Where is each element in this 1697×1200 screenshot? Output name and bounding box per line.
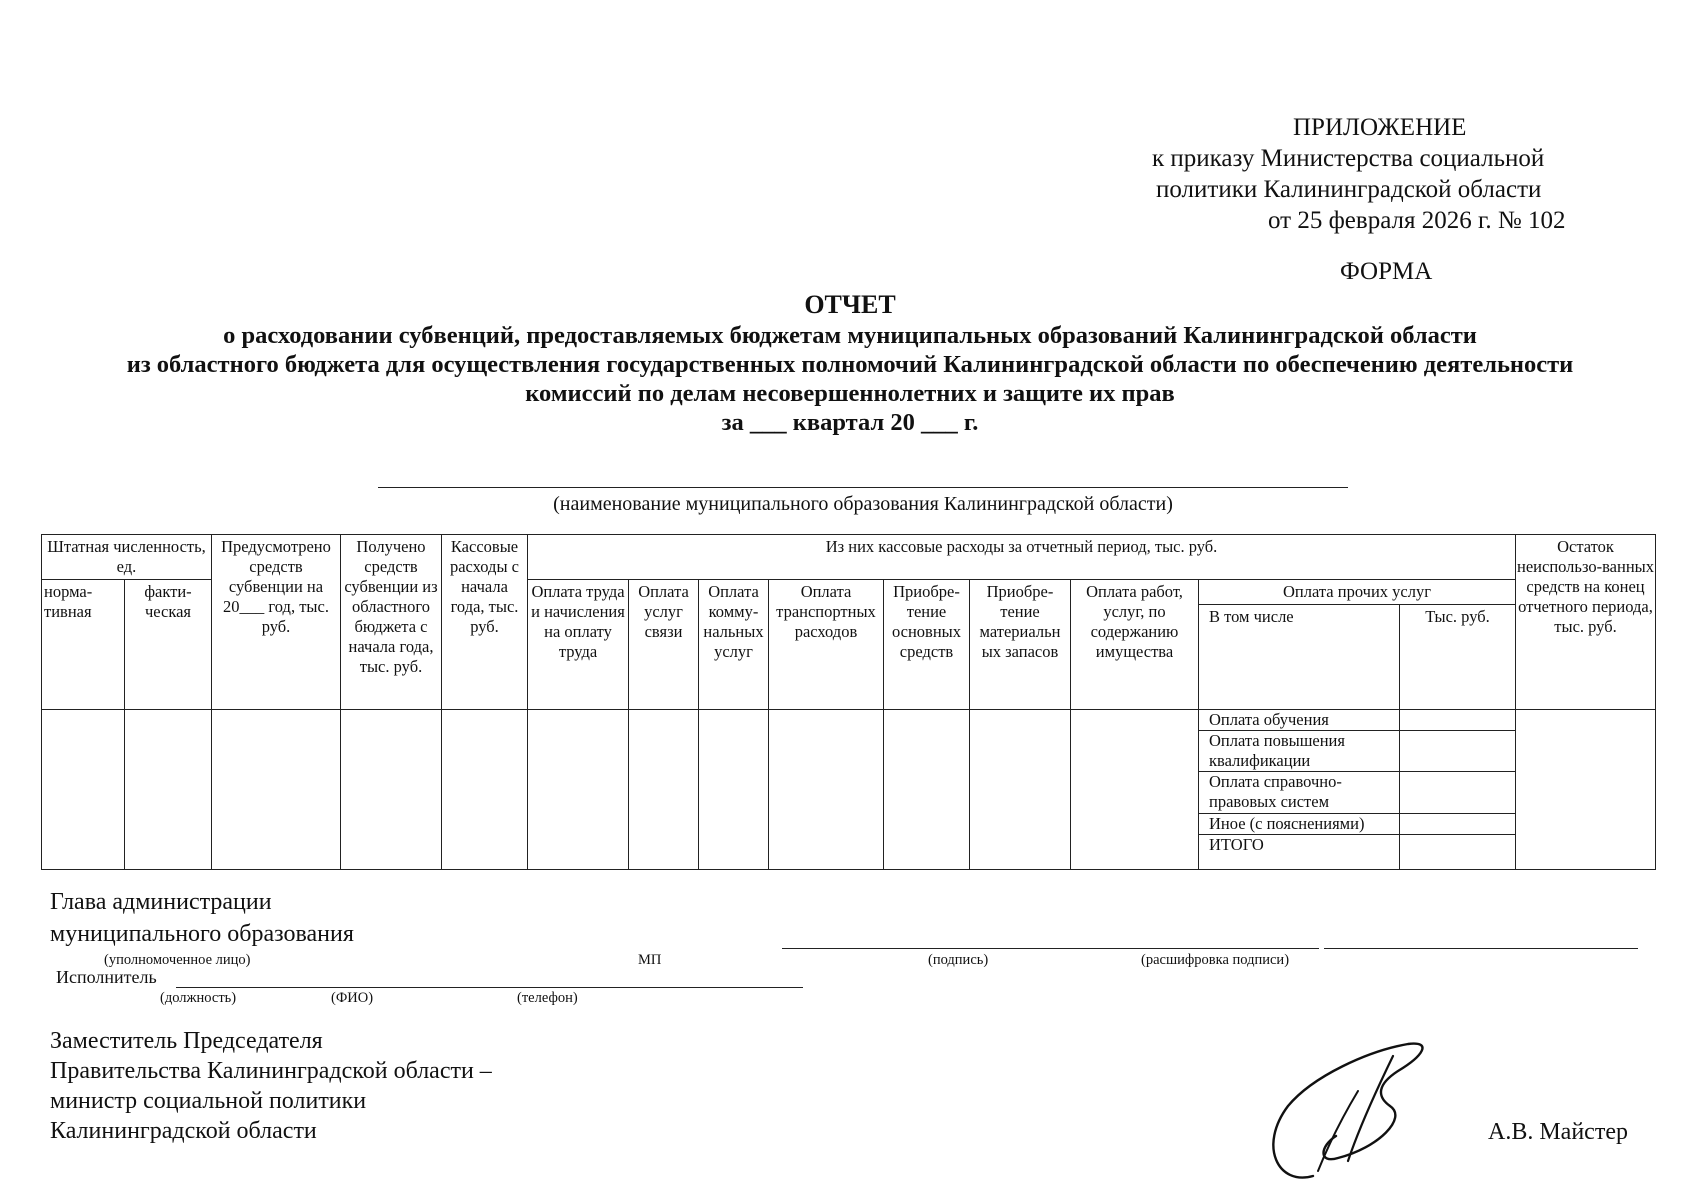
header-planned: Предусмотрено средств субвенции на 20___ год, тыс. руб.: [212, 535, 341, 710]
executor-label: Исполнитель: [56, 967, 157, 987]
signature-line: [782, 948, 1319, 949]
header-staff-normative: норма-тивная: [42, 580, 125, 710]
header-staff-actual: факти-ческая: [125, 580, 212, 710]
row-label-total: ИТОГО: [1199, 834, 1400, 869]
executor-line: [176, 987, 803, 988]
municipality-caption: (наименование муниципального образования Калининградской области): [553, 493, 1173, 515]
report-subtitle-3: комиссий по делам несовершеннолетних и защите их прав: [525, 380, 1175, 407]
row-label-training: Оплата обучения: [1199, 710, 1400, 731]
data-cell: [125, 710, 212, 870]
header-fixed-assets: Приобре-тение основных средств: [884, 580, 970, 710]
header-other-services: Оплата прочих услуг: [1199, 580, 1516, 605]
data-cell: [629, 710, 699, 870]
header-cash-expenses: Кассовые расходы с начала года, тыс. руб.: [442, 535, 528, 710]
data-cell: [1071, 710, 1199, 870]
data-cell: [970, 710, 1071, 870]
phone-caption: (телефон): [517, 990, 578, 1006]
report-table: [41, 534, 1656, 870]
appendix-date-line: от 25 февраля 2026 г. № 102: [1268, 207, 1566, 234]
data-cell: [212, 710, 341, 870]
deputy-line-2: Правительства Калининградской области –: [50, 1058, 492, 1084]
appendix-order-line: к приказу Министерства социальной: [1152, 145, 1545, 172]
data-cell: [442, 710, 528, 870]
header-materials: Приобре-тение материальн ых запасов: [970, 580, 1071, 710]
data-cell: [341, 710, 442, 870]
report-title: ОТЧЕТ: [804, 290, 896, 319]
appendix-title: ПРИЛОЖЕНИЕ: [1293, 114, 1467, 141]
data-cell: [1400, 772, 1516, 813]
data-cell: [884, 710, 970, 870]
data-cell: [1516, 710, 1656, 870]
decoding-caption: (расшифровка подписи): [1141, 952, 1290, 968]
header-staff: Штатная численность, ед.: [42, 535, 212, 580]
row-label-legal-systems: Оплата справочно-правовых систем: [1199, 772, 1400, 813]
report-subtitle-1: о расходовании субвенций, предоставляемых бюджетам муниципальных образований Калининградской области: [223, 322, 1477, 349]
municipality-name-field: [378, 487, 1348, 488]
header-of-them: Из них кассовые расходы за отчетный период, тыс. руб.: [528, 535, 1516, 580]
header-including: В том числе: [1199, 605, 1400, 710]
report-subtitle-2: из областного бюджета для осуществления государственных полномочий Калининградской области по обеспечению деятельности: [126, 351, 1574, 378]
header-communication: Оплата услуг связи: [629, 580, 699, 710]
data-cell: [528, 710, 629, 870]
header-maintenance: Оплата работ, услуг, по содержанию имущества: [1071, 580, 1199, 710]
data-cell: [1400, 834, 1516, 869]
handwritten-signature: [1258, 1036, 1438, 1186]
row-label-other: Иное (с пояснениями): [1199, 813, 1400, 834]
header-received: Получено средств субвенции из областного бюджета с начала года, тыс. руб.: [341, 535, 442, 710]
head-title-line-2: муниципального образования: [50, 921, 354, 947]
appendix-block: [1150, 112, 1630, 236]
form-label: ФОРМА: [1340, 258, 1433, 285]
head-title-line-1: Глава администрации: [50, 889, 272, 915]
data-cell: [699, 710, 769, 870]
signature-caption: (подпись): [928, 952, 989, 968]
header-salary: Оплата труда и начисления на оплату труда: [528, 580, 629, 710]
stamp-place-label: МП: [638, 952, 662, 968]
position-caption: (должность): [160, 990, 237, 1006]
data-cell: [1400, 813, 1516, 834]
row-label-qualification: Оплата повышения квалификации: [1199, 731, 1400, 772]
appendix-ministry-line: политики Калининградской области: [1156, 176, 1542, 203]
name-caption: (ФИО): [331, 990, 374, 1006]
deputy-line-3: министр социальной политики: [50, 1088, 367, 1114]
data-cell: [769, 710, 884, 870]
header-remainder: Остаток неиспользо-ванных средств на конец отчетного периода, тыс. руб.: [1516, 535, 1656, 710]
deputy-line-1: Заместитель Председателя: [50, 1028, 323, 1054]
authorized-caption: (уполномоченное лицо): [104, 952, 251, 968]
report-period: за ___ квартал 20 ___ г.: [721, 409, 979, 436]
data-cell: [1400, 710, 1516, 731]
data-cell: [42, 710, 125, 870]
header-transport: Оплата транспортных расходов: [769, 580, 884, 710]
data-cell: [1400, 731, 1516, 772]
header-thousand-rub: Тыс. руб.: [1400, 605, 1516, 710]
signer-name: А.В. Майстер: [1488, 1119, 1628, 1145]
decoding-line: [1324, 948, 1638, 949]
deputy-line-4: Калининградской области: [50, 1118, 317, 1144]
header-utilities: Оплата комму-нальных услуг: [699, 580, 769, 710]
report-title-block: [40, 288, 1660, 437]
